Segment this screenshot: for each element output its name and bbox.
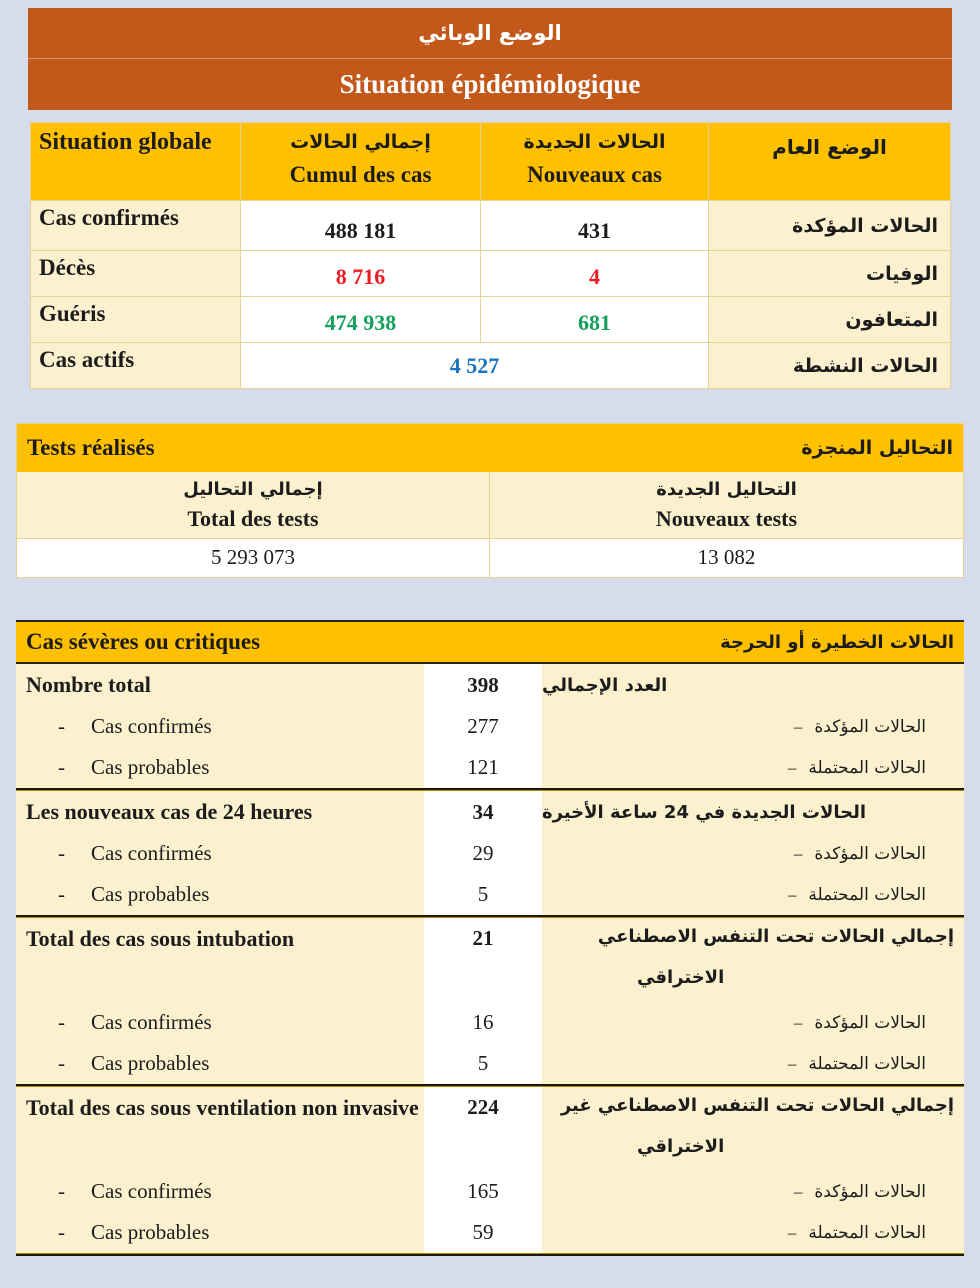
sub-probable-label-arabic xyxy=(542,747,964,788)
sub-confirmed-label-arabic xyxy=(542,1002,964,1043)
severe-header-bar xyxy=(16,620,964,664)
row-deces xyxy=(31,251,951,297)
nouveaux-header-arabic: الحالات الجديدة xyxy=(523,131,666,153)
global-situation-table xyxy=(30,122,951,389)
intubation-value: 21 xyxy=(424,918,542,1002)
sub-confirmed-label-arabic xyxy=(542,1171,964,1212)
severe-group-total-probable-row xyxy=(16,747,964,788)
deaths-cumulative-value: 8 716 xyxy=(241,251,481,297)
sub-probable-label-french xyxy=(16,1212,424,1253)
sub-probable-arabic-text: الحالات المحتملة xyxy=(808,884,926,905)
dash-icon: – xyxy=(793,843,803,863)
sub-confirmed-text: Cas confirmés xyxy=(91,1179,212,1203)
sub-confirmed-label-french xyxy=(16,706,424,747)
dash-icon: - xyxy=(58,1010,65,1034)
sub-probable-label-french xyxy=(16,874,424,915)
tests-header-bar xyxy=(17,424,963,472)
sub-probable-label-arabic xyxy=(542,874,964,915)
deaths-label-french: Décès xyxy=(31,251,241,297)
recovered-label-french: Guéris xyxy=(31,297,241,343)
sub-confirmed-label-french xyxy=(16,833,424,874)
sub-confirmed-arabic-text: الحالات المؤكدة xyxy=(814,1012,926,1033)
dash-icon: – xyxy=(787,1222,797,1242)
sub-confirmed-value: 277 xyxy=(424,706,542,747)
sub-probable-text: Cas probables xyxy=(91,1220,210,1244)
dash-icon: – xyxy=(793,716,803,736)
severe-group-ventilation-confirmed-row xyxy=(16,1171,964,1212)
sub-probable-value: 121 xyxy=(424,747,542,788)
dash-icon: - xyxy=(58,755,65,779)
sub-confirmed-text: Cas confirmés xyxy=(91,714,212,738)
total-tests-value: 5 293 073 xyxy=(17,539,490,577)
sub-confirmed-label-french xyxy=(16,1171,424,1212)
dash-icon: – xyxy=(793,1181,803,1201)
cumul-column-header xyxy=(241,123,481,201)
new-tests-value: 13 082 xyxy=(697,545,756,569)
dash-icon: - xyxy=(58,714,65,738)
tests-subheader-row xyxy=(17,472,963,538)
total-tests-header-french: Total des tests xyxy=(187,506,319,531)
cumul-header-arabic: إجمالي الحالات xyxy=(290,131,431,153)
severe-group-24h-main-row xyxy=(16,791,964,833)
sub-confirmed-value: 16 xyxy=(424,1002,542,1043)
sub-confirmed-text: Cas confirmés xyxy=(91,841,212,865)
ventilation-arabic-line1: إجمالي الحالات تحت التنفس الاصطناعي غير xyxy=(560,1095,954,1116)
epidemiological-banner xyxy=(28,8,952,110)
nouveaux-column-header xyxy=(481,123,709,201)
row-cas-confirmes xyxy=(31,201,951,251)
sub-probable-text: Cas probables xyxy=(91,755,210,779)
new-24h-value: 34 xyxy=(424,791,542,833)
row-gueris xyxy=(31,297,951,343)
ventilation-label-arabic xyxy=(542,1087,964,1171)
dash-icon: – xyxy=(787,1053,797,1073)
sub-probable-arabic-text: الحالات المحتملة xyxy=(808,1222,926,1243)
ventilation-label-french: Total des cas sous ventilation non invasive xyxy=(26,1095,419,1120)
severe-cases-table xyxy=(16,620,964,1256)
intubation-label-arabic xyxy=(542,918,964,1002)
intubation-arabic-line1: إجمالي الحالات تحت التنفس الاصطناعي xyxy=(597,926,954,947)
new-tests-header xyxy=(490,472,963,538)
severe-group-ventilation-main-row xyxy=(16,1087,964,1171)
banner-title-arabic: الوضع الوبائي xyxy=(28,8,952,59)
total-tests-header-arabic: إجمالي التحاليل xyxy=(183,479,323,500)
confirmed-label-french: Cas confirmés xyxy=(31,201,241,251)
total-number-label-arabic: العدد الإجمالي xyxy=(542,674,668,696)
confirmed-new-value: 431 xyxy=(481,201,709,251)
dash-icon: – xyxy=(787,884,797,904)
severe-group-intubation-main-row xyxy=(16,918,964,1002)
sub-probable-label-french xyxy=(16,747,424,788)
tests-values-row xyxy=(17,538,963,577)
dash-icon: - xyxy=(58,841,65,865)
sub-probable-label-arabic xyxy=(542,1043,964,1084)
cumul-header-french: Cumul des cas xyxy=(289,162,432,187)
recovered-new-value: 681 xyxy=(481,297,709,343)
tests-title-french: Tests réalisés xyxy=(27,435,155,460)
total-tests-header xyxy=(17,472,490,538)
sub-confirmed-label-arabic xyxy=(542,706,964,747)
severe-group-intubation-probable-row xyxy=(16,1043,964,1084)
severe-group-24h-confirmed-row xyxy=(16,833,964,874)
intubation-label-french: Total des cas sous intubation xyxy=(26,926,295,951)
dash-icon: - xyxy=(58,882,65,906)
table-bottom-border xyxy=(16,1253,964,1256)
severe-group-total-confirmed-row xyxy=(16,706,964,747)
confirmed-label-arabic: الحالات المؤكدة xyxy=(709,201,951,251)
sub-confirmed-arabic-text: الحالات المؤكدة xyxy=(814,843,926,864)
deaths-label-arabic: الوفيات xyxy=(709,251,951,297)
active-label-french: Cas actifs xyxy=(31,343,241,389)
sub-probable-arabic-text: الحالات المحتملة xyxy=(808,1053,926,1074)
deaths-new-value: 4 xyxy=(481,251,709,297)
ventilation-arabic-line2: الاختراقي xyxy=(637,1136,725,1157)
severe-group-ventilation-probable-row xyxy=(16,1212,964,1253)
severe-title-arabic: الحالات الخطيرة أو الحرجة xyxy=(720,631,954,653)
new-tests-header-arabic: التحاليل الجديدة xyxy=(656,479,797,500)
sub-probable-text: Cas probables xyxy=(91,882,210,906)
sub-probable-value: 59 xyxy=(424,1212,542,1253)
sub-confirmed-value: 165 xyxy=(424,1171,542,1212)
new-24h-label-french: Les nouveaux cas de 24 heures xyxy=(26,799,313,824)
dash-icon: – xyxy=(793,1012,803,1032)
dash-icon: - xyxy=(58,1051,65,1075)
global-table-header-row xyxy=(31,123,951,201)
sub-confirmed-text: Cas confirmés xyxy=(91,1010,212,1034)
confirmed-cumulative-value: 488 181 xyxy=(241,201,481,251)
sub-confirmed-arabic-text: الحالات المؤكدة xyxy=(814,1181,926,1202)
global-table-title: Situation globale xyxy=(31,123,241,201)
general-situation-header-arabic: الوضع العام xyxy=(709,123,951,201)
tests-table xyxy=(16,423,964,578)
sub-confirmed-arabic-text: الحالات المؤكدة xyxy=(814,716,926,737)
severe-group-total-main-row xyxy=(16,664,964,706)
severe-group-intubation-confirmed-row xyxy=(16,1002,964,1043)
intubation-arabic-line2: الاختراقي xyxy=(637,967,725,988)
dash-icon: – xyxy=(787,757,797,777)
ventilation-value: 224 xyxy=(424,1087,542,1171)
sub-confirmed-value: 29 xyxy=(424,833,542,874)
sub-probable-label-arabic xyxy=(542,1212,964,1253)
sub-probable-label-french xyxy=(16,1043,424,1084)
sub-confirmed-label-french xyxy=(16,1002,424,1043)
nouveaux-header-french: Nouveaux cas xyxy=(527,162,662,187)
sub-probable-value: 5 xyxy=(424,1043,542,1084)
recovered-label-arabic: المتعافون xyxy=(709,297,951,343)
recovered-cumulative-value: 474 938 xyxy=(241,297,481,343)
sub-probable-value: 5 xyxy=(424,874,542,915)
sub-probable-text: Cas probables xyxy=(91,1051,210,1075)
dash-icon: - xyxy=(58,1179,65,1203)
sub-probable-arabic-text: الحالات المحتملة xyxy=(808,757,926,778)
severe-group-24h-probable-row xyxy=(16,874,964,915)
total-number-value: 398 xyxy=(424,664,542,706)
total-number-label-french: Nombre total xyxy=(26,672,151,697)
active-cases-value: 4 527 xyxy=(241,343,709,389)
new-tests-header-french: Nouveaux tests xyxy=(655,506,798,531)
new-24h-label-arabic: الحالات الجديدة في 24 ساعة الأخيرة xyxy=(542,801,867,823)
dash-icon: - xyxy=(58,1220,65,1244)
active-label-arabic: الحالات النشطة xyxy=(709,343,951,389)
severe-title-french: Cas sévères ou critiques xyxy=(26,629,261,654)
row-cas-actifs xyxy=(31,343,951,389)
tests-title-arabic: التحاليل المنجزة xyxy=(801,437,953,459)
sub-confirmed-label-arabic xyxy=(542,833,964,874)
banner-title-french: Situation épidémiologique xyxy=(339,69,641,99)
